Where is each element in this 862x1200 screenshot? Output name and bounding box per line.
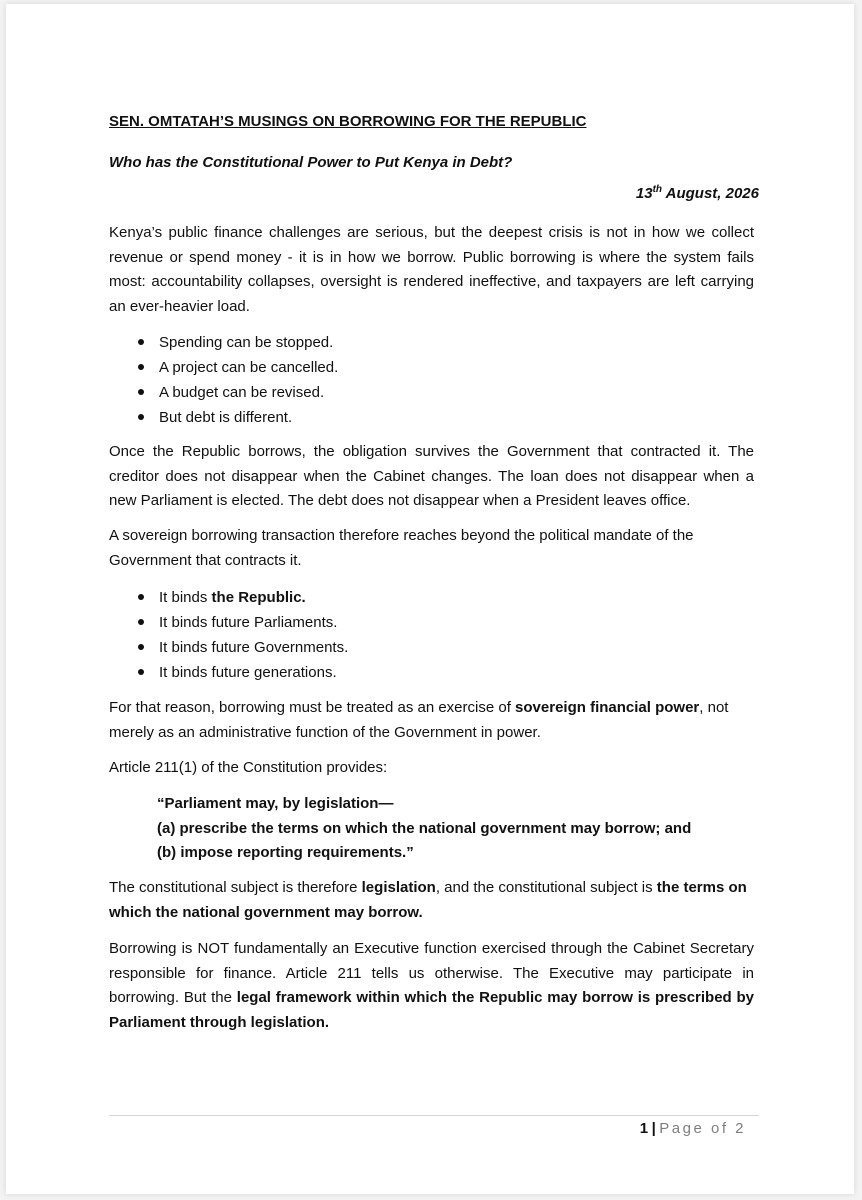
quote-line: (a) prescribe the terms on which the national government may borrow; and	[157, 819, 692, 837]
list-item-prefix: It binds	[159, 589, 212, 606]
list-item	[109, 585, 348, 610]
list-item: It binds future Governments.	[109, 635, 348, 660]
date-month-year: August, 2026	[662, 185, 759, 202]
paragraph-6-emphasis-b: legislation	[361, 879, 436, 896]
quote-line: “Parliament may, by legislation—	[157, 795, 394, 812]
paragraph-1: Kenya’s public finance challenges are serious, but the deepest crisis is not in how we collect revenue or spend money - it is in how we borrow. Public borrowing is where the system fails most: accountability collapses, oversight is rendered ineffective, and taxpayers are left carrying an ever-heavier load.	[109, 224, 754, 315]
document-title: SEN. OMTATAH’S MUSINGS ON BORROWING FOR THE REPUBLIC	[109, 113, 587, 130]
constitution-quote	[157, 792, 691, 866]
footer-divider	[109, 1115, 759, 1116]
paragraph-7	[109, 937, 754, 1035]
bullet-list-2	[109, 585, 348, 685]
list-item: A budget can be revised.	[109, 380, 338, 405]
list-item: A project can be cancelled.	[109, 355, 338, 380]
bullet-list-1	[109, 330, 338, 430]
paragraph-4-text-a: For that reason, borrowing must be treated as an exercise of	[109, 699, 516, 716]
paragraph-6-text-a: The constitutional subject is therefore	[109, 879, 362, 896]
list-item-emphasis: the Republic.	[211, 589, 306, 606]
paragraph-4-text-c: , not merely as an administrative function of the Government in power.	[109, 699, 729, 741]
paragraph-6-emphasis-d: the terms on which the national government may borrow.	[109, 879, 747, 921]
list-item: It binds future generations.	[109, 660, 348, 685]
quote-line: (b) impose reporting requirements.”	[157, 844, 414, 861]
list-item: But debt is different.	[109, 405, 338, 430]
document-date	[636, 184, 759, 202]
paragraph-3: A sovereign borrowing transaction therefore reaches beyond the political mandate of the Government that contracts it.	[109, 527, 694, 569]
page-label: Page of 2	[659, 1120, 746, 1137]
document-page	[6, 4, 854, 1194]
page-number: 1	[639, 1120, 649, 1137]
paragraph-7-text-a: Borrowing is NOT fundamentally an Executive function exercised through the Cabinet Secretary responsible for finance. Article 211 tells us otherwise. The Executive may participate in borrowing. But the	[109, 940, 754, 1006]
paragraph-4-emphasis: sovereign financial power	[515, 699, 700, 716]
date-suffix: th	[652, 184, 663, 195]
page-separator: |	[651, 1120, 657, 1137]
page-footer	[640, 1120, 746, 1137]
list-item: Spending can be stopped.	[109, 330, 338, 355]
list-item: It binds future Parliaments.	[109, 610, 348, 635]
paragraph-6-text-c: , and the constitutional subject is	[435, 879, 657, 896]
paragraph-4	[109, 696, 754, 745]
paragraph-2: Once the Republic borrows, the obligation survives the Government that contracted it. The creditor does not disappear when the Cabinet changes. The loan does not disappear when a new Parliament is elected. The debt does not disappear when a President leaves office.	[109, 443, 754, 509]
date-day: 13	[635, 185, 653, 202]
paragraph-5: Article 211(1) of the Constitution provides:	[109, 759, 388, 776]
document-subtitle: Who has the Constitutional Power to Put Kenya in Debt?	[109, 154, 513, 171]
paragraph-7-emphasis: legal framework within which the Republic may borrow is prescribed by Parliament through legislation.	[109, 989, 755, 1031]
paragraph-6	[109, 876, 754, 925]
